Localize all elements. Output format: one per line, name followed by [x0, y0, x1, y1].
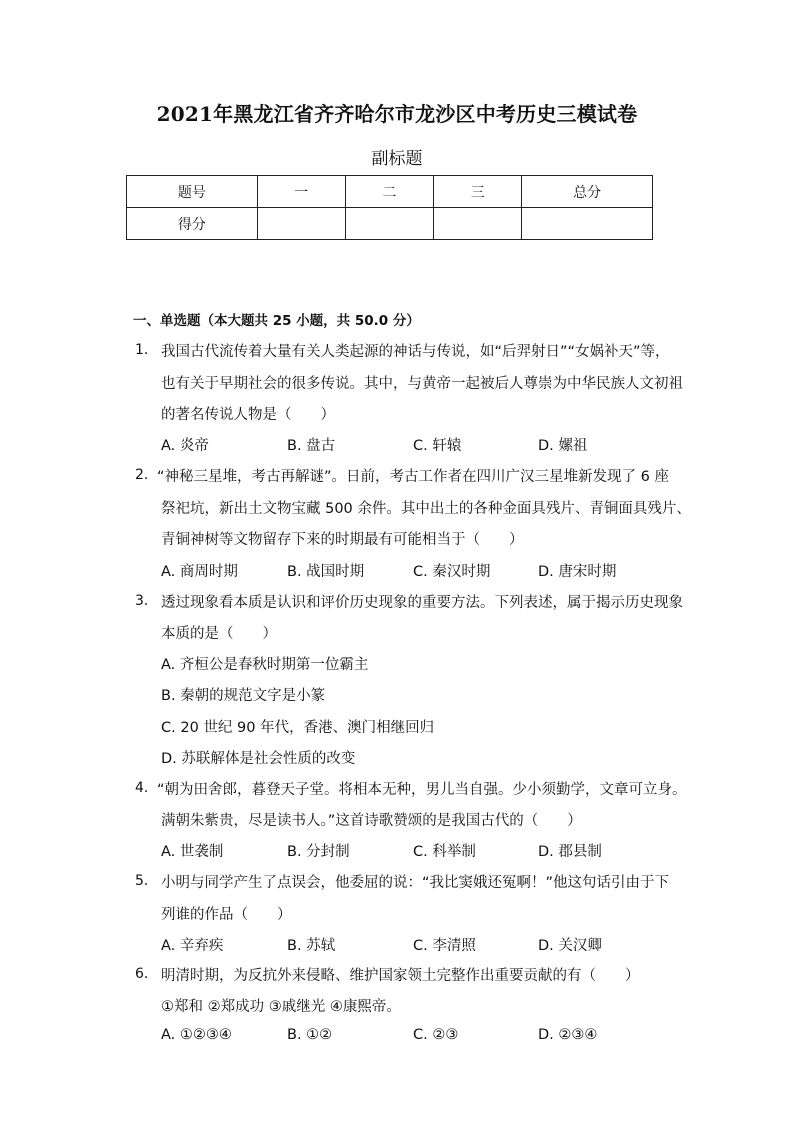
- answer-option[interactable]: C. 20 世纪 90 年代，香港、澳门相继回归: [161, 720, 435, 736]
- answer-option[interactable]: D. 关汉卿: [538, 938, 602, 954]
- answer-option[interactable]: B. 苏轼: [287, 938, 336, 954]
- score-table-cell: [434, 208, 522, 240]
- question-number: 5.: [135, 873, 149, 889]
- question-text: 明清时期，为反抗外来侵略、维护国家领土完整作出重要贡献的有（ ）: [161, 968, 640, 984]
- answer-option[interactable]: D. 苏联解体是社会性质的改变: [161, 751, 356, 767]
- answer-option[interactable]: D. 唐宋时期: [538, 564, 617, 580]
- score-table-cell: 一: [257, 176, 345, 208]
- question-text: ①郑和 ②郑成功 ③戚继光 ④康熙帝。: [161, 999, 401, 1015]
- score-table-cell: 得分: [127, 208, 258, 240]
- question-number: 1.: [135, 342, 149, 358]
- answer-option[interactable]: B. 盘古: [287, 438, 336, 454]
- answer-option[interactable]: D. 嫘祖: [538, 438, 588, 454]
- score-table: [126, 175, 653, 240]
- question-number: 4.: [135, 780, 149, 796]
- answer-option[interactable]: B. 分封制: [287, 844, 350, 860]
- section-heading: 一、单选题（本大题共 25 小题，共 50.0 分）: [133, 313, 420, 329]
- question-text: 青铜神树等文物留存下来的时期最有可能相当于（ ）: [161, 532, 524, 548]
- question-text: 列谁的作品（ ）: [161, 907, 292, 923]
- score-table-cell: 题号: [127, 176, 258, 208]
- score-table-header-row: [127, 176, 653, 208]
- answer-option[interactable]: B. ①②: [287, 1027, 333, 1043]
- question-text: 本质的是（ ）: [161, 626, 277, 642]
- answer-option[interactable]: A. 炎帝: [161, 438, 209, 454]
- score-table-score-row: [127, 208, 653, 240]
- answer-option[interactable]: C. 李清照: [413, 938, 476, 954]
- answer-option[interactable]: C. 科举制: [413, 844, 476, 860]
- question-text: “朝为田舍郎，暮登天子堂。将相本无种，男儿当自强。少小须勤学，文章可立身。: [157, 782, 687, 798]
- score-table-cell: [345, 208, 434, 240]
- answer-option[interactable]: A. 商周时期: [161, 564, 238, 580]
- answer-option[interactable]: D. 郡县制: [538, 844, 602, 860]
- answer-option[interactable]: A. 辛弃疾: [161, 938, 224, 954]
- answer-option[interactable]: B. 秦朝的规范文字是小篆: [161, 688, 326, 704]
- question-text: 满朝朱紫贵，尽是读书人。”这首诗歌赞颂的是我国古代的（ ）: [161, 813, 582, 829]
- answer-option[interactable]: C. 轩辕: [413, 438, 462, 454]
- question-text: 小明与同学产生了点误会，他委屈的说：“我比窦娥还冤啊！”他这句话引由于下: [161, 875, 670, 891]
- answer-option[interactable]: C. ②③: [413, 1027, 459, 1043]
- exam-subtitle: 副标题: [371, 149, 423, 169]
- question-number: 2.: [135, 467, 149, 483]
- score-table-cell: [257, 208, 345, 240]
- question-text: “神秘三星堆，考古再解谜”。日前，考古工作者在四川广汉三星堆新发现了 6 座: [157, 469, 669, 485]
- answer-option[interactable]: A. 齐桓公是春秋时期第一位霸主: [161, 657, 369, 673]
- answer-option[interactable]: B. 战国时期: [287, 564, 365, 580]
- score-table-cell: [522, 208, 653, 240]
- question-number: 6.: [135, 966, 149, 982]
- question-text: 也有关于早期社会的很多传说。其中，与黄帝一起被后人尊崇为中华民族人文初祖: [161, 376, 683, 392]
- answer-option[interactable]: C. 秦汉时期: [413, 564, 491, 580]
- answer-option[interactable]: A. ①②③④: [161, 1027, 232, 1043]
- score-table-cell: 总分: [522, 176, 653, 208]
- question-text: 透过现象看本质是认识和评价历史现象的重要方法。下列表述，属于揭示历史现象: [161, 595, 683, 611]
- answer-option[interactable]: A. 世袭制: [161, 844, 224, 860]
- score-table-cell: 三: [434, 176, 522, 208]
- answer-option[interactable]: D. ②③④: [538, 1027, 598, 1043]
- question-text: 我国古代流传着大量有关人类起源的神话与传说，如“后羿射日”“女娲补天”等，: [161, 344, 670, 360]
- score-table-cell: 二: [345, 176, 434, 208]
- question-number: 3.: [135, 593, 149, 609]
- question-text: 祭祀坑，新出土文物宝藏 500 余件。其中出土的各种金面具残片、青铜面具残片、: [161, 501, 691, 517]
- question-text: 的著名传说人物是（ ）: [161, 407, 335, 423]
- exam-title: 2021年黑龙江省齐齐哈尔市龙沙区中考历史三模试卷: [156, 102, 638, 126]
